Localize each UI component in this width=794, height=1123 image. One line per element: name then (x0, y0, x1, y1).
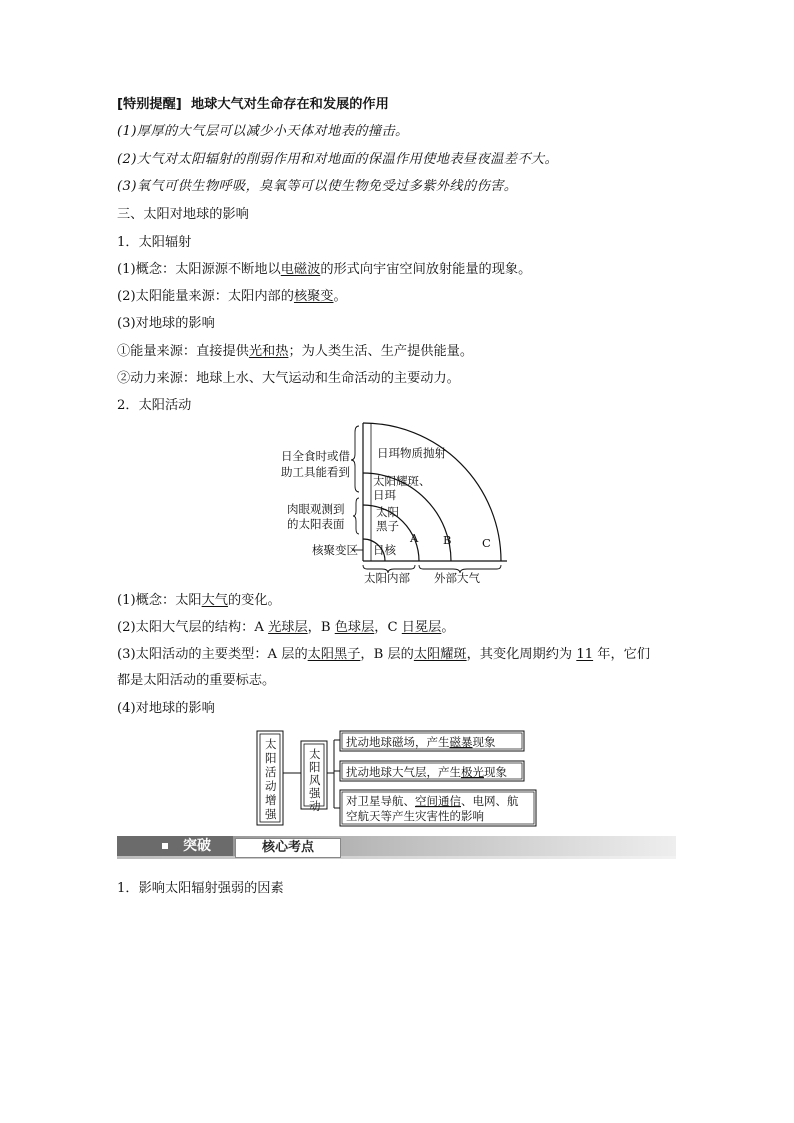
activity-impact: (4)对地球的影响 (117, 701, 215, 716)
sun-structure-diagram (275, 418, 515, 584)
impact-flow-diagram (256, 726, 540, 828)
answer-light-heat: 光和热 (248, 344, 289, 359)
answer-photosphere: 光球层 (268, 620, 308, 635)
label-eclipse-2: 助工具能看到 (281, 465, 350, 479)
label-core: 日核 (373, 543, 396, 557)
square-bullet-icon (162, 843, 168, 849)
sub-heading-activity: 2．太阳活动 (117, 398, 192, 413)
box1-char-6: 强 (265, 807, 277, 821)
label-fusion-zone: 核聚变区 (312, 543, 358, 557)
sub-heading-radiation: 1．太阳辐射 (117, 235, 192, 250)
tip-title: 地球大气对生命存在和发展的作用 (191, 97, 389, 112)
label-layer-a: A (410, 531, 419, 545)
impact-energy: ①能量来源：直接提供光和热；为人类生活、生产提供能量。 (117, 344, 474, 359)
result-aurora: 扰动地球大气层，产生极光现象 (346, 765, 507, 779)
label-spot-1: 太阳 (376, 505, 399, 519)
answer-sunspot: 太阳黑子 (307, 647, 361, 662)
activity-types: (3)太阳活动的主要类型：A 层的太阳黑子，B 层的太阳耀斑，其变化周期约为 11 年，它们 (117, 647, 651, 662)
radiation-impact: (3)对地球的影响 (117, 316, 215, 331)
box2-char-4: 强 (309, 786, 321, 800)
banner-tab: 核心考点 (235, 838, 341, 858)
label-layer-b: B (443, 533, 452, 547)
banner-title: 突破 (183, 838, 211, 854)
tip-item-2: (2)大气对太阳辐射的削弱作用和对地面的保温作用使地表昼夜温差不大。 (117, 152, 559, 167)
answer-fusion: 核聚变 (293, 289, 334, 304)
activity-types-line2: 都是太阳活动的重要标志。 (117, 673, 276, 688)
answer-flare: 太阳耀斑 (413, 647, 467, 662)
radiation-source: (2)太阳能量来源：太阳内部的核聚变。 (117, 289, 347, 304)
box1-char-3: 活 (265, 765, 277, 779)
label-interior: 太阳内部 (364, 571, 410, 584)
final-heading: 1．影响太阳辐射强弱的因素 (117, 881, 284, 896)
label-flare-2: 日珥 (373, 488, 396, 502)
answer-em-wave: 电磁波 (280, 262, 321, 277)
box2-char-3: 风 (309, 773, 321, 787)
radiation-concept: (1)概念：太阳源源不断地以电磁波的形式向宇宙空间放射能量的现象。 (117, 262, 532, 277)
answer-chromosphere: 色球层 (334, 620, 375, 635)
result-disaster-1: 对卫星导航、空间通信、电网、航 (346, 794, 519, 808)
impact-power: ②动力来源：地球上水、大气运动和生命活动的主要动力。 (117, 371, 460, 386)
box2-char-2: 阳 (309, 760, 321, 774)
label-naked-eye-1: 肉眼观测到 (287, 502, 345, 516)
label-layer-c: C (482, 536, 491, 550)
result-magnetic-storm: 扰动地球磁场，产生磁暴现象 (346, 735, 496, 749)
activity-concept: (1)概念：太阳大气的变化。 (117, 593, 281, 608)
tip-item-1: (1)厚厚的大气层可以减少小天体对地表的撞击。 (117, 124, 409, 139)
box1-char-2: 阳 (265, 751, 277, 765)
answer-atmosphere: 大气 (201, 593, 228, 608)
answer-cycle: 11 (576, 647, 594, 662)
label-flare-1: 太阳耀斑、 (373, 474, 431, 488)
label-atmosphere: 外部大气 (434, 571, 480, 584)
label-spot-2: 黑子 (376, 519, 399, 533)
section-heading: 三、太阳对地球的影响 (117, 207, 249, 222)
label-prominence: 日珥物质抛射 (377, 446, 446, 460)
label-eclipse-1: 日全食时或借 (281, 449, 350, 463)
box1-char-1: 太 (265, 737, 277, 751)
answer-corona: 日冕层 (401, 620, 442, 635)
box2-char-1: 太 (309, 747, 321, 761)
box1-char-4: 动 (265, 779, 277, 793)
tip-item-3: (3)氧气可供生物呼吸，臭氧等可以使生物免受过多紫外线的伤害。 (117, 179, 518, 194)
label-naked-eye-2: 的太阳表面 (287, 517, 345, 531)
result-disaster-2: 空航天等产生灾害性的影响 (346, 809, 484, 823)
box2-char-5: 动 (309, 799, 321, 813)
box1-char-5: 增 (265, 793, 277, 807)
activity-structure: (2)太阳大气层的结构：A 光球层，B 色球层，C 日冕层。 (117, 620, 455, 635)
tip-label: [特别提醒] (117, 97, 182, 112)
section-banner (117, 836, 676, 862)
tip-heading (117, 96, 389, 114)
